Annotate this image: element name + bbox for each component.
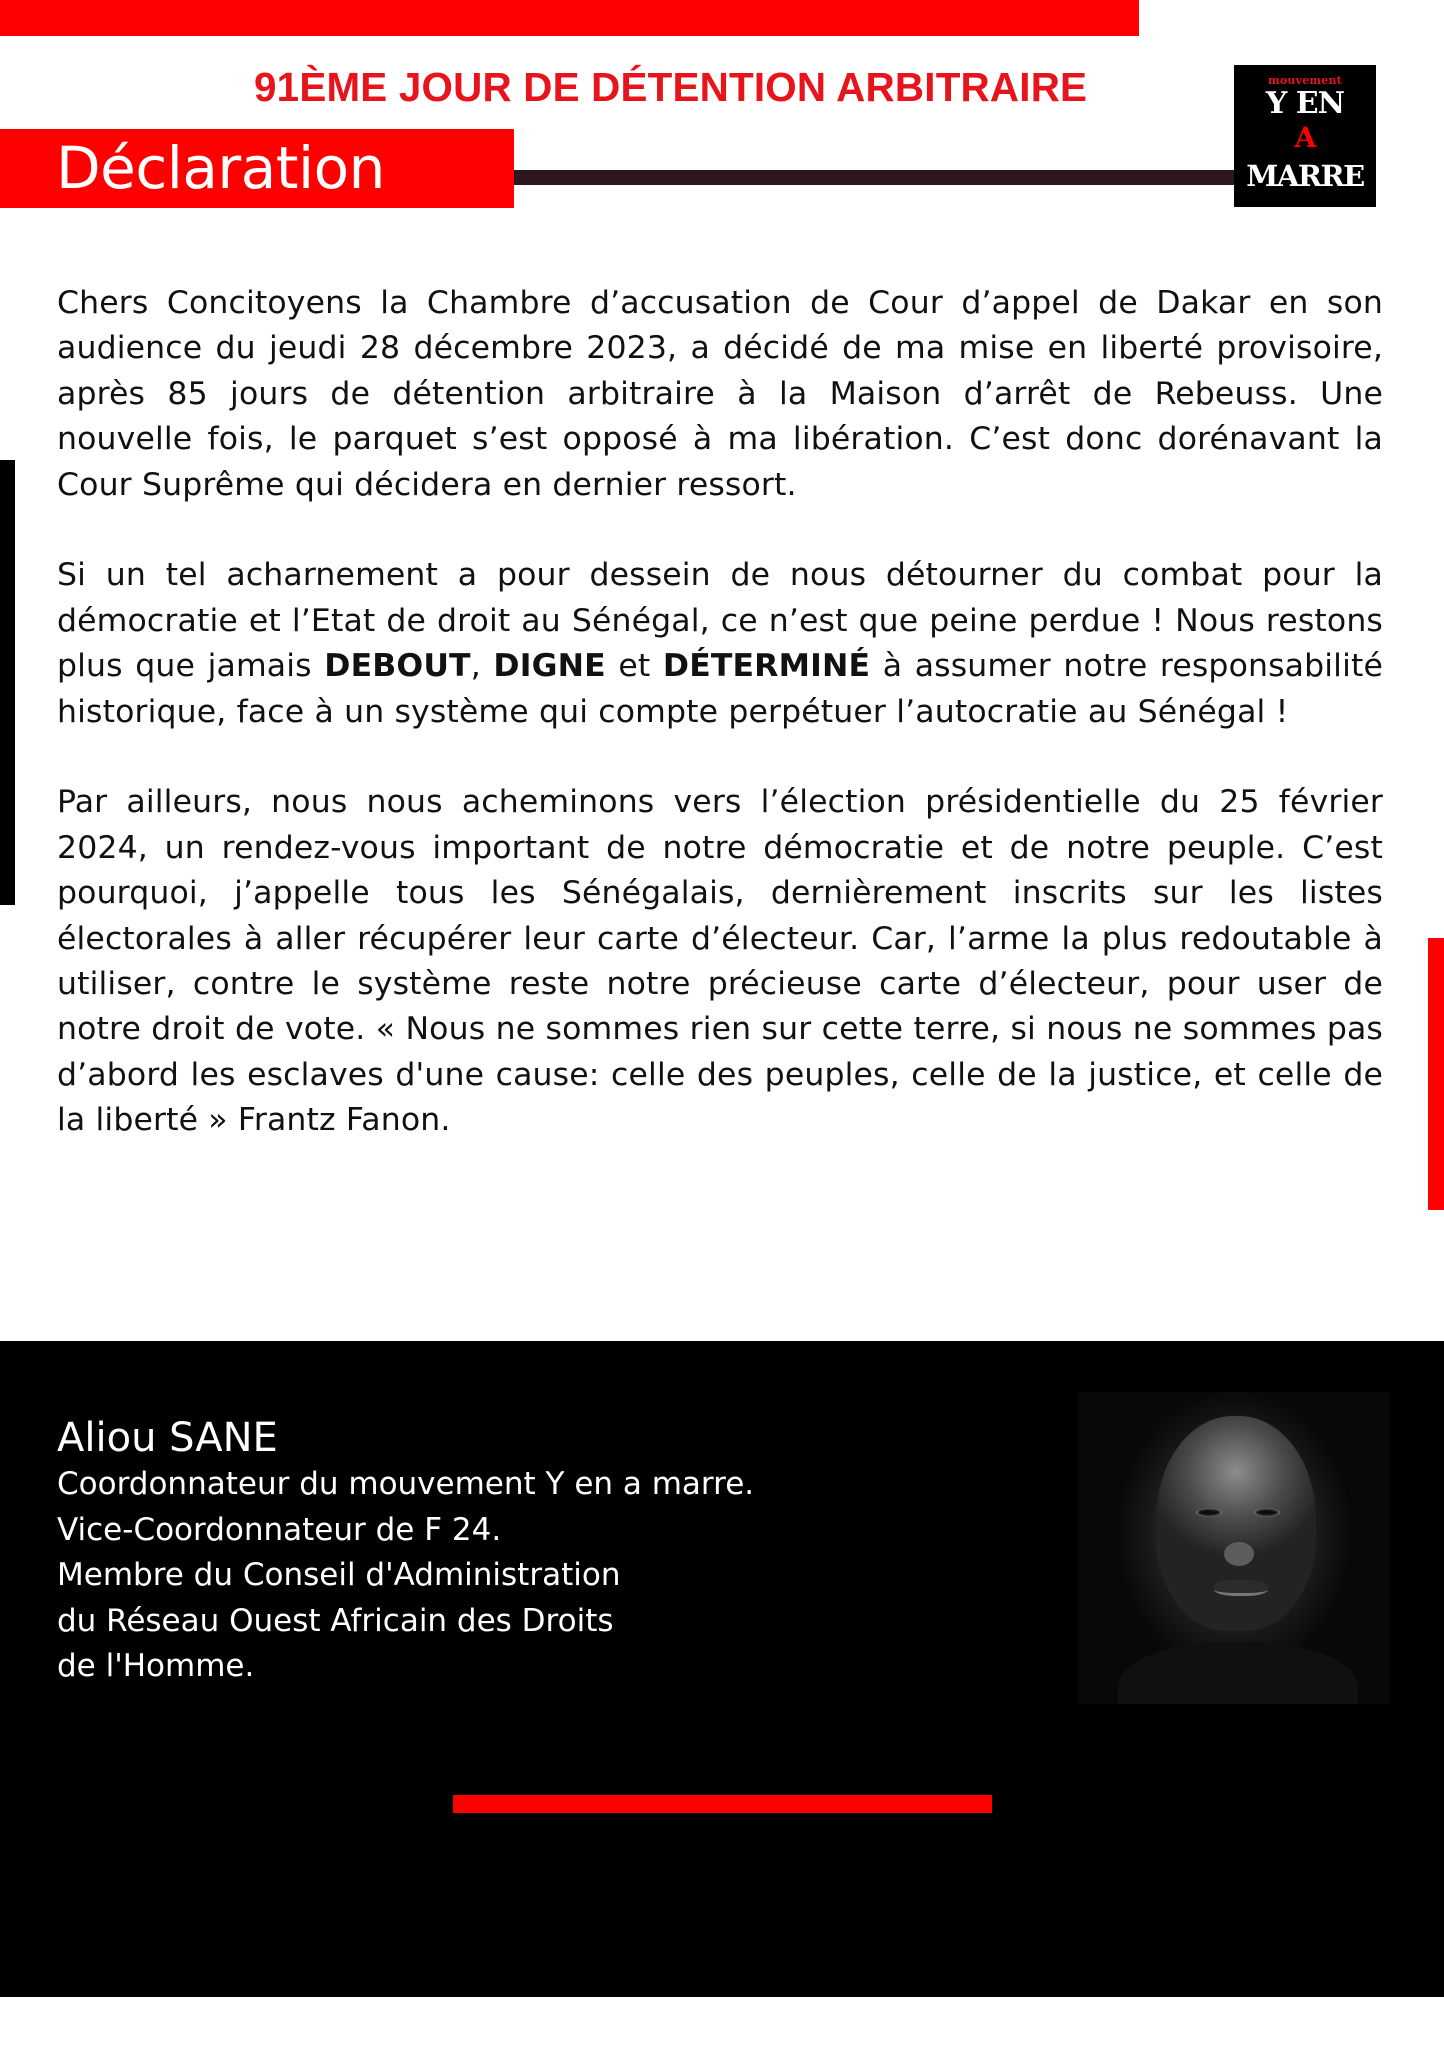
emphasis-text: DIGNE xyxy=(493,648,606,685)
logo-line-2: A xyxy=(1294,121,1316,154)
paragraph-text: Par ailleurs, nous nous acheminons vers l’élection présidentielle du 25 février 2024, un rendez-vous important de notre démocratie et de notre peuple. C’est pourquoi, j’appelle tous les Sénégalais, dernièrement inscrits sur les listes électorales à aller récupérer leur carte d’électeur. Car, l’arme la plus redoutable à utiliser, contre le système reste notre précieuse carte d’électeur, pour user de notre droit de vote. « Nous ne sommes rien sur cette terre, si nous ne sommes pas d’abord les esclaves d'une cause: celle des peuples, celle de la justice, et celle de la liberté » Frantz Fanon. xyxy=(57,784,1383,1139)
signatory-role-4: du Réseau Ouest Africain des Droits xyxy=(57,1602,614,1639)
paragraph-text: Chers Concitoyens la Chambre d’accusation de Cour d’appel de Dakar en son audience du jeudi 28 décembre 2023, a décidé de ma mise en liberté provisoire, après 85 jours de détention arbitraire à la Maison d’arrêt de Rebeuss. Une nouvelle fois, le parquet s’est opposé à ma libération. C’est donc dorénavant la Cour Suprême qui décidera en dernier ressort. xyxy=(57,285,1383,503)
paragraph-1 xyxy=(57,281,1383,508)
y-en-a-marre-logo xyxy=(1234,65,1376,207)
signature-block xyxy=(57,1414,754,1690)
right-accent-bar xyxy=(1428,938,1444,1210)
paragraph-3 xyxy=(57,780,1383,1143)
portrait-mouth xyxy=(1214,1580,1268,1596)
portrait-shoulders xyxy=(1118,1642,1358,1704)
signature-footer xyxy=(0,1341,1444,1997)
logo-small-text: mouvement xyxy=(1268,74,1342,87)
paragraph-2 xyxy=(57,553,1383,735)
portrait-nose xyxy=(1224,1542,1254,1566)
signatory-role-1: Coordonnateur du mouvement Y en a marre. xyxy=(57,1466,755,1502)
left-accent-bar xyxy=(0,460,15,905)
signatory-role-2: Vice-Coordonnateur de F 24. xyxy=(57,1511,502,1548)
footer-accent-bar xyxy=(453,1795,992,1813)
signatory-role-3: Membre du Conseil d'Administration xyxy=(57,1557,621,1593)
top-accent-strip xyxy=(0,0,1139,36)
declaration-banner xyxy=(0,129,514,208)
emphasis-text: DÉTERMINÉ xyxy=(662,648,871,685)
emphasis-text: DEBOUT xyxy=(324,648,471,685)
logo-line-1: Y EN xyxy=(1265,86,1345,121)
paragraph-text: et xyxy=(605,648,663,685)
banner-label: Déclaration xyxy=(56,134,385,202)
paragraph-text: à assumer notre responsabilité historique, face à un système qui compte perpétuer l’autocratie au Sénégal ! xyxy=(57,648,1383,730)
paragraph-text: , xyxy=(470,648,494,685)
portrait-photo xyxy=(1078,1392,1390,1704)
paragraph-text: Si un tel acharnement a pour dessein de nous détourner du combat pour la démocratie et l’Etat de droit au Sénégal, ce n’est que peine perdue ! Nous restons plus que jamais xyxy=(57,557,1383,685)
header-rule xyxy=(514,170,1236,185)
headline: 91ÈME JOUR DE DÉTENTION ARBITRAIRE xyxy=(254,64,1088,110)
logo-line-3: MARRE xyxy=(1246,159,1364,193)
portrait-eye-right xyxy=(1254,1508,1280,1517)
signatory-name: Aliou SANE xyxy=(57,1415,278,1461)
portrait-head xyxy=(1156,1416,1316,1631)
declaration-body xyxy=(57,281,1383,1144)
portrait-eye-left xyxy=(1196,1508,1222,1517)
signatory-role-5: de l'Homme. xyxy=(57,1648,255,1684)
